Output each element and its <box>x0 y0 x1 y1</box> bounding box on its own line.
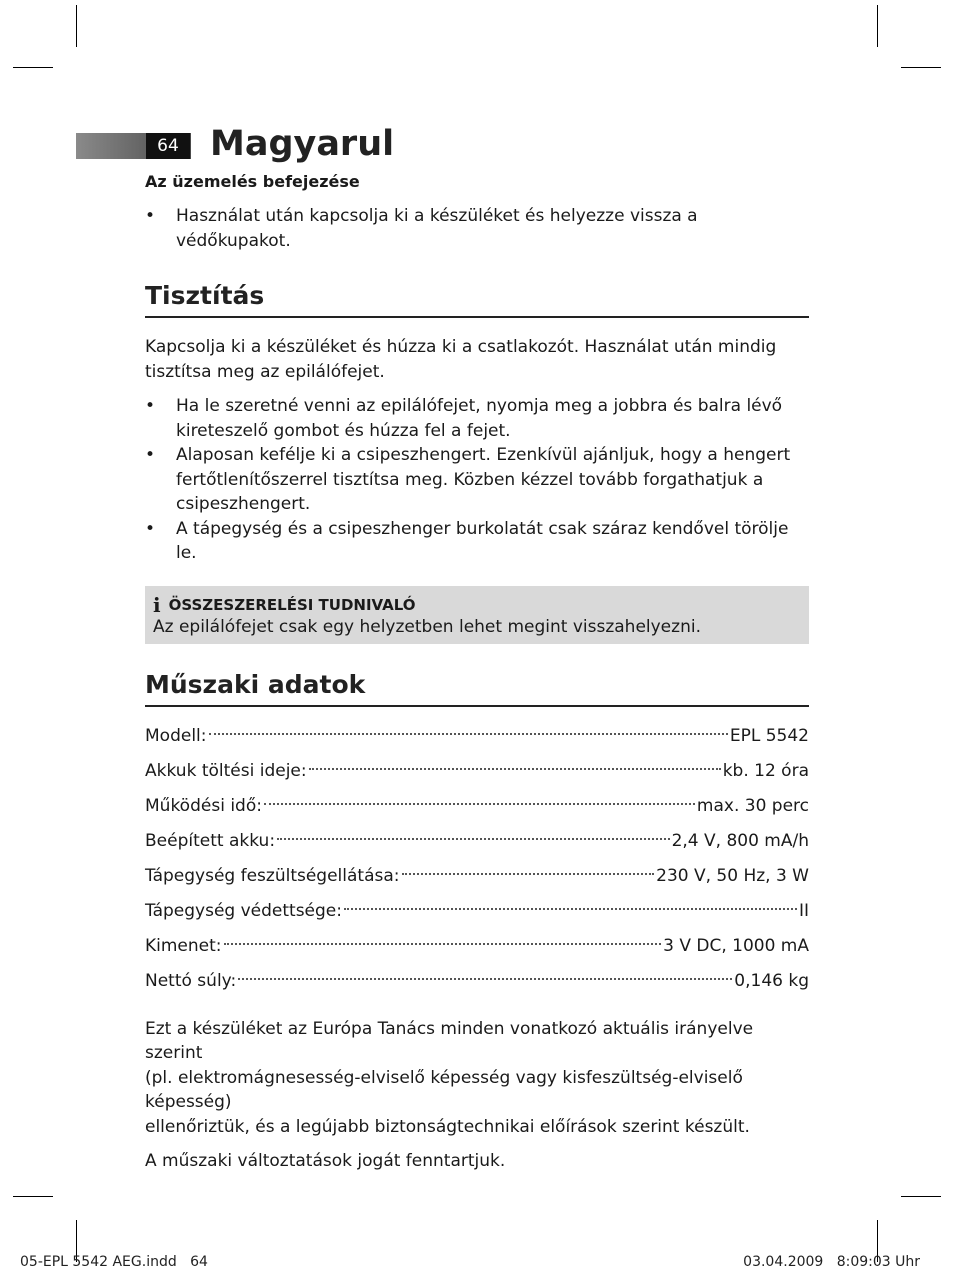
page-content <box>145 170 809 1174</box>
rights-text: A műszaki változtatások jogát fenntartjuk. <box>145 1151 506 1171</box>
crop-mark <box>76 5 77 47</box>
spec-row-charge-time: Akkuk töltési ideje: kb. 12 óra <box>145 760 809 781</box>
list-item: • Alaposan kefélje ki a csipeszhengert. Ezenkívül ajánljuk, hogy a hengert fertőtlenítőszerrel tisztítsa meg. Közben kézzel tovább forgathatjuk a csipeszhengert. <box>145 445 791 514</box>
page-number: 64 <box>146 133 190 159</box>
spec-row-supply: Tápegység feszültségellátása: 230 V, 50 Hz, 3 W <box>145 865 809 886</box>
spec-row-run-time: Működési idő: max. 30 perc <box>145 795 809 816</box>
crop-mark <box>13 1196 53 1197</box>
page-title: Magyarul <box>210 124 395 164</box>
note-heading: i ÖSSZESZERELÉSI TUDNIVALÓ <box>153 592 416 617</box>
list-item: • Használat után kapcsolja ki a készüléket és helyezze vissza a védőkupakot. <box>145 206 698 251</box>
crop-mark <box>901 67 941 68</box>
shutdown-list <box>145 204 809 253</box>
assembly-note <box>145 586 809 644</box>
crop-mark <box>13 67 53 68</box>
crop-mark <box>901 1196 941 1197</box>
footer-file: 05-EPL 5542 AEG.indd 64 <box>20 1254 208 1270</box>
list-item: • A tápegység és a csipeszhenger burkolatát csak száraz kendővel törölje le. <box>145 518 789 563</box>
cleaning-title: Tisztítás <box>145 279 809 318</box>
info-icon: i <box>153 592 161 617</box>
shutdown-subheading: Az üzemelés befejezése <box>145 172 360 191</box>
spec-row-protection: Tápegység védettsége: II <box>145 900 809 921</box>
specs-title: Műszaki adatok <box>145 668 809 707</box>
spec-row-battery: Beépített akku: 2,4 V, 800 mA/h <box>145 830 809 851</box>
spec-row-weight: Nettó súly: 0,146 kg <box>145 970 809 991</box>
spec-row-output: Kimenet: 3 V DC, 1000 mA <box>145 935 809 956</box>
list-item: • Ha le szeretné venni az epilálófejet, nyomja meg a jobbra és balra lévő kireteszelő gombot és húzza fel a fejet. <box>145 396 783 441</box>
cleaning-intro: Kapcsolja ki a készüléket és húzza ki a csatlakozót. Használat után mindig tisztítsa meg az epilálófejet. <box>145 337 777 382</box>
cleaning-list <box>145 394 809 566</box>
compliance-text: Ezt a készüléket az Európa Tanács minden vonatkozó aktuális irányelve szerint (pl. elektromágnesesség-elviselő képesség vagy kisfeszültség-elviselő képesség) ellenőriztük, és a legújabb biztonságtechnikai előírások szerint készült. <box>145 1018 754 1137</box>
spec-row-model: Modell: EPL 5542 <box>145 725 809 746</box>
note-text: Az epilálófejet csak egy helyzetben lehet megint visszahelyezni. <box>153 616 701 637</box>
footer-timestamp: 03.04.2009 8:09:03 Uhr <box>743 1254 920 1270</box>
specs-table <box>145 719 809 999</box>
crop-mark <box>877 5 878 47</box>
